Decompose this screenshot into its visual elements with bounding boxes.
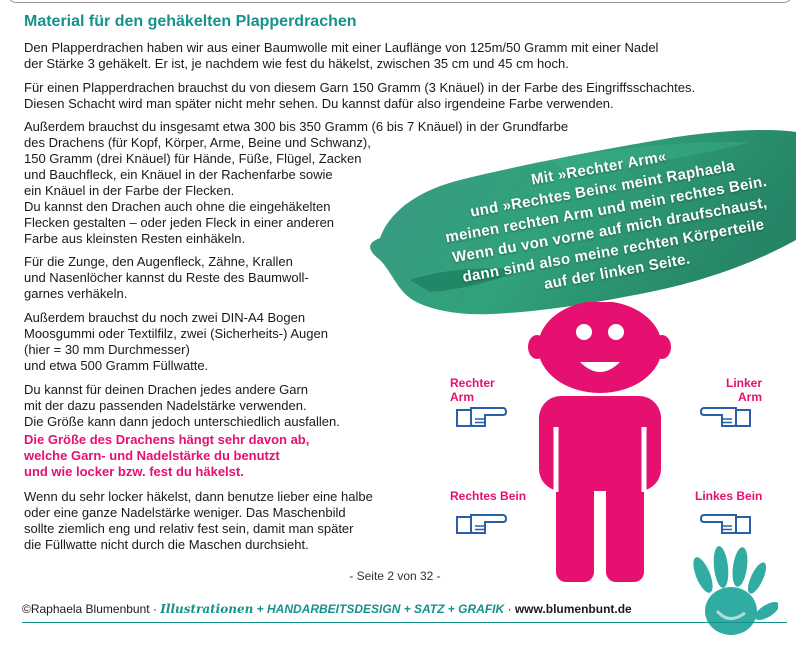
handprint-icon — [683, 545, 778, 645]
footer-rule — [22, 622, 787, 623]
page-heading: Material für den gehäkelten Plapperdrachen — [24, 13, 357, 30]
paragraph-yarn: Den Plapperdrachen haben wir aus einer Baumwolle mit einer Lauflänge von 125m/50 Gramm mit einer Nadel der Stärke 3 gehäkelt. Er ist, je nachdem wie fest du häkelst, zwischen 35 cm und 45 cm hoch. — [24, 40, 659, 71]
figure-illustration — [520, 302, 680, 584]
footer-separator: · — [507, 602, 512, 616]
page-frame — [8, 0, 792, 3]
footer-illustrations: Illustrationen — [160, 602, 254, 616]
pointing-hand-left-icon — [700, 404, 752, 430]
pointing-hand-right-icon — [455, 511, 507, 537]
pointing-hand-right-icon — [455, 404, 507, 430]
footer-website-link[interactable]: www.blumenbunt.de — [514, 602, 632, 616]
label-left-leg: Linkes Bein — [695, 489, 763, 503]
paragraph-base-color: Außerdem brauchst du insgesamt etwa 300 bis 350 Gramm (6 bis 7 Knäuel) in der Grundfarbe des Drachens (für Kopf, Körper, Arme, Beine und Schwanz), 150 Gramm (drei Knäuel) für Hände, Füße, Flügel, Zacken und Bauchfleck, ein Knäuel in der Rachenfarbe sowie ein Knäuel in der Farbe der Flecken. Du kannst den Drachen auch ohne die eingehäkelten Flecken gestalten – oder jeden Fleck in einer anderen Farbe aus kleinsten Resten einhäkeln. — [24, 119, 569, 246]
paragraph-extras: Außerdem brauchst du noch zwei DIN-A4 Bogen Moosgummi oder Textilfilz, zwei (Sicherheits-) Augen (hier = 30 mm Durchmesser) und etwa 500 Gramm Füllwatte. — [24, 310, 328, 373]
paragraph-remnants: Für die Zunge, den Augenfleck, Zähne, Krallen und Nasenlöcher kannst du Reste des Baumwoll- garnes verhäkeln. — [24, 254, 309, 301]
paragraph-other-yarn: Du kannst für deinen Drachen jedes andere Garn mit der dazu passenden Nadelstärke verwenden. Die Größe kann dann jedoch unterschiedlich ausfallen. — [24, 382, 340, 429]
speech-bubble-text: Mit »Rechter Arm« und »Rechtes Bein« meint Raphaela meinen rechten Arm und mein rechtes Bein. Wenn du von vorne auf mich draufschaust, dann sind also meine rechten Körperteile auf der linken Seite. — [444, 148, 769, 293]
page-number: - Seite 2 von 32 - — [349, 569, 441, 583]
footer-services: + HANDARBEITSDESIGN + SATZ + GRAFIK — [256, 602, 505, 616]
paragraph-size-note: Die Größe des Drachens hängt sehr davon ab, welche Garn- und Nadelstärke du benutzt und wie locker bzw. fest du häkelst. — [24, 432, 310, 479]
footer — [22, 602, 632, 616]
paragraph-loose-crochet: Wenn du sehr locker häkelst, dann benutze lieber eine halbe oder eine ganze Nadelstärke weniger. Das Maschenbild sollte ziemlich eng und relativ fest sein, damit man später die Füllwatte nicht durch die Maschen durchsieht. — [24, 489, 373, 552]
footer-copyright: ©Raphaela Blumenbunt · — [22, 602, 157, 616]
pointing-hand-left-icon — [700, 511, 752, 537]
label-left-arm: Linker Arm — [726, 376, 763, 404]
paragraph-shaft-color: Für einen Plapperdrachen brauchst du von diesem Garn 150 Gramm (3 Knäuel) in der Farbe des Eingriffsschachtes. Diesen Schacht wird man später nicht mehr sehen. Du kannst dafür also irgendeine Farbe verwenden. — [24, 80, 696, 111]
label-right-leg: Rechtes Bein — [450, 489, 527, 503]
label-right-arm: Rechter Arm — [450, 376, 495, 404]
